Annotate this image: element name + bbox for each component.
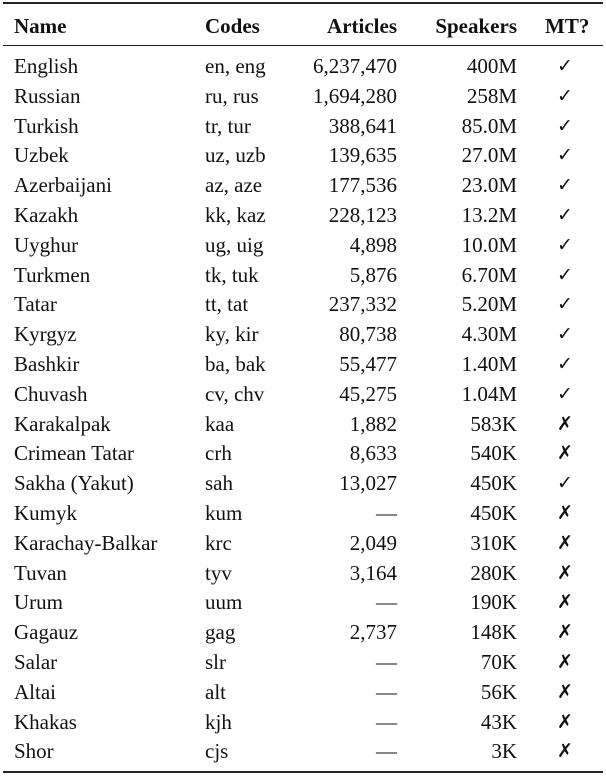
cell-name: Turkish (14, 113, 79, 138)
cross-icon: ✗ (557, 591, 573, 614)
cell-name: Bashkir (14, 352, 80, 376)
table-row (0, 499, 606, 529)
cell-codes: kum (205, 501, 243, 525)
table-row (0, 618, 606, 648)
cell-articles: 5,876 (349, 262, 397, 287)
check-icon: ✓ (557, 382, 573, 405)
header-mt: MT? (545, 14, 590, 38)
table-row (0, 559, 606, 589)
cell-codes: kaa (205, 411, 235, 436)
cell-speakers: 450K (470, 471, 517, 496)
cross-icon: ✗ (557, 561, 573, 584)
cell-codes: tyv (205, 560, 232, 585)
cell-codes: tr, tur (205, 113, 251, 138)
cell-articles: 80,738 (339, 322, 397, 347)
mid-rule (3, 45, 603, 46)
top-rule (3, 2, 603, 4)
bottom-rule (3, 771, 603, 773)
cell-name: Crimean Tatar (14, 441, 135, 466)
table-row (0, 201, 606, 231)
cell-codes: ky, kir (205, 322, 259, 347)
cell-name: Sakha (Yakut) (14, 471, 134, 496)
cell-articles: — (376, 739, 397, 764)
cell-speakers: 540K (470, 441, 517, 466)
check-icon: ✓ (557, 263, 573, 286)
table-row (0, 410, 606, 440)
cell-speakers: 85.0M (461, 113, 517, 138)
cell-articles: 2,049 (349, 530, 397, 555)
cell-articles: — (376, 679, 397, 704)
check-icon: ✓ (557, 84, 573, 107)
cell-codes: ru, rus (205, 83, 259, 108)
cell-articles: 1,694,280 (313, 83, 397, 108)
header-speakers: Speakers (435, 14, 517, 38)
cell-speakers: 6.70M (461, 262, 517, 287)
cell-speakers: 27.0M (461, 143, 517, 168)
cell-codes: sah (205, 471, 233, 496)
cell-codes: cjs (205, 739, 229, 764)
cell-speakers: 4.30M (461, 322, 517, 347)
cell-speakers: 1.40M (461, 352, 517, 376)
table-row (0, 141, 606, 171)
table-row (0, 648, 606, 678)
table-row (0, 112, 606, 142)
cell-articles: 177,536 (328, 173, 397, 198)
cell-articles: 228,123 (328, 203, 397, 227)
cell-articles: 388,641 (328, 113, 397, 138)
cell-speakers: 1.04M (461, 381, 517, 406)
cell-articles: 139,635 (328, 143, 397, 168)
cell-codes: ba, bak (205, 352, 266, 376)
cross-icon: ✗ (557, 680, 573, 703)
table-row (0, 469, 606, 499)
cell-name: Uyghur (14, 232, 79, 257)
cell-articles: 55,477 (339, 352, 397, 376)
cell-speakers: 400M (466, 54, 517, 78)
check-icon: ✓ (557, 174, 573, 197)
cell-name: English (14, 54, 79, 78)
table-row (0, 439, 606, 469)
cell-speakers: 280K (470, 560, 517, 585)
cell-speakers: 10.0M (461, 232, 517, 257)
cell-articles: 1,882 (349, 411, 397, 436)
cell-codes: krc (205, 530, 232, 555)
cell-articles: 2,737 (349, 620, 397, 645)
check-icon: ✓ (557, 55, 573, 77)
cell-speakers: 450K (470, 501, 517, 525)
table-row (0, 380, 606, 410)
cell-name: Karakalpak (14, 411, 111, 436)
cell-name: Urum (14, 590, 63, 615)
cell-articles: 13,027 (339, 471, 397, 496)
cell-speakers: 3K (491, 739, 517, 764)
cell-speakers: 70K (480, 650, 517, 674)
table-row (0, 290, 606, 320)
cell-codes: az, aze (205, 173, 263, 198)
cross-icon: ✗ (557, 621, 573, 644)
table-row (0, 588, 606, 618)
cell-speakers: 190K (470, 590, 517, 615)
check-icon: ✓ (557, 114, 573, 137)
cell-name: Russian (14, 83, 81, 108)
cell-codes: uum (205, 590, 243, 615)
cell-articles: — (376, 650, 397, 674)
cell-name: Uzbek (14, 143, 69, 168)
cell-codes: ug, uig (205, 232, 264, 257)
header-row (0, 8, 606, 44)
check-icon: ✓ (557, 204, 573, 226)
cell-codes: gag (205, 620, 236, 645)
table-row (0, 737, 606, 767)
cross-icon: ✗ (557, 710, 573, 733)
cell-speakers: 43K (480, 709, 517, 734)
cell-name: Turkmen (14, 262, 91, 287)
table-row (0, 708, 606, 738)
cell-codes: crh (205, 441, 232, 466)
cell-codes: cv, chv (205, 381, 265, 406)
cell-name: Salar (14, 650, 58, 674)
table-row (0, 678, 606, 708)
cell-speakers: 5.20M (461, 292, 517, 317)
cell-name: Tatar (14, 292, 57, 317)
cell-name: Karachay-Balkar (14, 530, 158, 555)
table-row (0, 171, 606, 201)
cell-name: Kumyk (14, 501, 77, 525)
cell-codes: kk, kaz (205, 203, 266, 227)
cell-codes: kjh (205, 709, 232, 734)
cell-codes: tt, tat (205, 292, 249, 317)
cell-codes: slr (205, 650, 226, 674)
header-articles: Articles (327, 14, 397, 38)
check-icon: ✓ (557, 353, 573, 375)
cell-name: Kyrgyz (14, 322, 77, 347)
cross-icon: ✗ (557, 651, 573, 673)
cell-articles: 6,237,470 (313, 54, 397, 78)
cross-icon: ✗ (557, 412, 573, 435)
table-row (0, 231, 606, 261)
cell-name: Tuvan (14, 560, 67, 585)
check-icon: ✓ (557, 233, 573, 256)
cell-speakers: 13.2M (461, 203, 517, 227)
cross-icon: ✗ (557, 502, 573, 524)
table-row (0, 82, 606, 112)
cell-name: Altai (14, 679, 56, 704)
cell-codes: tk, tuk (205, 262, 259, 287)
header-name: Name (14, 14, 67, 38)
cell-speakers: 583K (470, 411, 517, 436)
table-row (0, 52, 606, 82)
cell-speakers: 258M (466, 83, 517, 108)
cell-name: Kazakh (14, 203, 79, 227)
cross-icon: ✗ (557, 531, 573, 554)
header-codes: Codes (205, 14, 260, 38)
cell-name: Khakas (14, 709, 77, 734)
cell-name: Azerbaijani (14, 173, 112, 198)
cell-codes: en, eng (205, 54, 266, 78)
cell-articles: — (376, 590, 397, 615)
cell-speakers: 23.0M (461, 173, 517, 198)
table-row (0, 529, 606, 559)
cell-speakers: 56K (480, 679, 517, 704)
table-row (0, 320, 606, 350)
cell-articles: — (376, 501, 397, 525)
cell-articles: 237,332 (328, 292, 397, 317)
cross-icon: ✗ (557, 442, 573, 465)
check-icon: ✓ (557, 293, 573, 316)
cell-articles: 3,164 (349, 560, 397, 585)
cell-articles: 4,898 (349, 232, 397, 257)
cell-name: Shor (14, 739, 54, 764)
cell-name: Chuvash (14, 381, 88, 406)
cell-articles: 8,633 (349, 441, 397, 466)
cell-codes: uz, uzb (205, 143, 266, 168)
cell-name: Gagauz (14, 620, 79, 645)
table-row (0, 350, 606, 380)
cell-codes: alt (205, 679, 226, 704)
cell-speakers: 148K (470, 620, 517, 645)
cell-articles: 45,275 (339, 381, 397, 406)
table-row (0, 261, 606, 291)
cell-articles: — (376, 709, 397, 734)
cross-icon: ✗ (557, 740, 573, 763)
check-icon: ✓ (557, 323, 573, 346)
check-icon: ✓ (557, 472, 573, 495)
check-icon: ✓ (557, 144, 573, 167)
cell-speakers: 310K (470, 530, 517, 555)
